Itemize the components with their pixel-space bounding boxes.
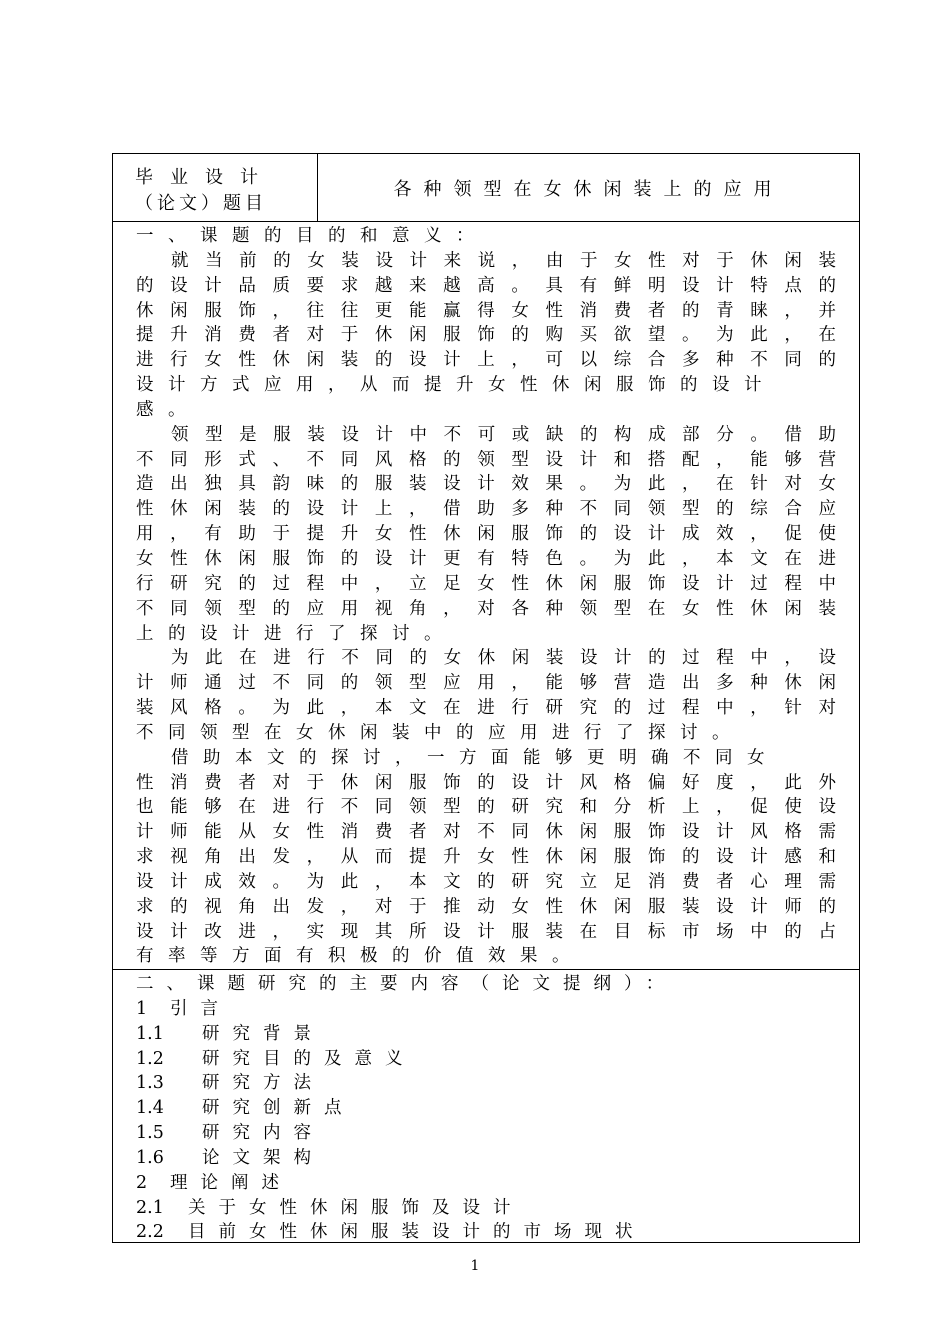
text-line: 设 计 改 进 ， 实 现 其 所 设 计 服 装 在 目 标 市 场 中 的 占 [136, 921, 836, 942]
text-line: 也 能 够 在 进 行 不 同 领 型 的 研 究 和 分 析 上 ， 促 使 设 [136, 797, 836, 818]
outline-item: 1.1 研究背景 [136, 1023, 324, 1044]
outline-item: 1.2 研究目的及意义 [136, 1048, 416, 1069]
text-line: 不 同 领 型 的 应 用 视 角 ， 对 各 种 领 型 在 女 性 休 闲 装 [136, 598, 836, 619]
text-line: 不 同 形 式 、 不 同 风 格 的 领 型 设 计 和 搭 配 ， 能 够 营 [136, 449, 836, 470]
text-line: 就 当 前 的 女 装 设 计 来 说 ， 由 于 女 性 对 于 休 闲 装 [171, 250, 836, 271]
text-line: 为 此 在 进 行 不 同 的 女 休 闲 装 设 计 的 过 程 中 ， 设 [171, 648, 836, 669]
text-line: 的 设 计 品 质 要 求 越 来 越 高 。 具 有 鲜 明 设 计 特 点 的 [136, 275, 836, 296]
title-row [113, 154, 859, 222]
title-label-line2: （论文）题目 [135, 193, 267, 214]
outline-item: 1.5 研究内容 [136, 1123, 324, 1144]
outline-item: 2.2 目前女性休闲服装设计的市场现状 [136, 1222, 646, 1243]
title-label-line1: 毕业设计 [135, 167, 275, 188]
text-line: 设 计 成 效 。 为 此 ， 本 文 的 研 究 立 足 消 费 者 心 理 需 [136, 871, 836, 892]
thesis-title: 各种领型在女休闲装上的应用 [393, 178, 784, 200]
outline-item: 2 理论阐述 [136, 1172, 292, 1193]
text-line: 有率等方面有积极的价值效果。 [136, 946, 584, 967]
text-line: 领 型 是 服 装 设 计 中 不 可 或 缺 的 构 成 部 分 。 借 助 [171, 424, 836, 445]
text-line: 女 性 休 闲 服 饰 的 设 计 更 有 特 色 。 为 此 ， 本 文 在 进 [136, 548, 836, 569]
section-outline [113, 970, 859, 1242]
outline-item: 2.1 关于女性休闲服饰及设计 [136, 1197, 524, 1218]
text-line: 不同领型在女休闲装中的应用进行了探讨。 [136, 722, 744, 743]
outline-item: 1.4 研究创新点 [136, 1098, 355, 1119]
text-line: 造 出 独 具 韵 味 的 服 装 设 计 效 果 。 为 此 ， 在 针 对 女 [136, 474, 836, 495]
section-purpose-body [136, 224, 836, 969]
title-label-cell [113, 154, 318, 221]
section-heading: 二、课题研究的主要内容（论文提纲）： [136, 974, 677, 994]
text-line: 装 风 格 。 为 此 ， 本 文 在 进 行 研 究 的 过 程 中 ， 针 对 [136, 698, 836, 719]
outline-item: 1 引言 [136, 998, 231, 1019]
text-line: 感。 [136, 399, 200, 420]
text-line: 行 研 究 的 过 程 中 ， 立 足 女 性 休 闲 服 饰 设 计 过 程 中 [136, 573, 836, 594]
text-line: 设计方式应用，从而提升女性休闲服饰的设计 [136, 375, 776, 396]
text-line: 休 闲 服 饰 ， 往 往 更 能 赢 得 女 性 消 费 者 的 青 睐 ， 并 [136, 300, 836, 321]
text-line: 计 师 能 从 女 性 消 费 者 对 不 同 休 闲 服 饰 设 计 风 格 需 [136, 822, 836, 843]
section-heading: 一、课题的目的和意义： [136, 226, 488, 246]
section-outline-body [136, 972, 836, 1245]
text-line: 用 ， 有 助 于 提 升 女 性 休 闲 服 饰 的 设 计 成 效 ， 促 使 [136, 524, 836, 545]
proposal-table [112, 153, 860, 1243]
text-line: 借助本文的探讨，一方面能够更明确不同女 [171, 747, 779, 768]
outline-item: 1.6 论文架构 [136, 1147, 324, 1168]
page-number: 1 [470, 1258, 480, 1274]
text-line: 求 的 视 角 出 发 ， 对 于 推 动 女 性 休 闲 服 装 设 计 师 的 [136, 896, 836, 917]
text-line: 上的设计进行了探讨。 [136, 623, 456, 644]
text-line: 进 行 女 性 休 闲 装 的 设 计 上 ， 可 以 综 合 多 种 不 同 的 [136, 350, 836, 371]
outline-item: 1.3 研究方法 [136, 1073, 324, 1094]
text-line: 计 师 通 过 不 同 的 领 型 应 用 ， 能 够 营 造 出 多 种 休 闲 [136, 673, 836, 694]
text-line: 性 休 闲 装 的 设 计 上 ， 借 助 多 种 不 同 领 型 的 综 合 应 [136, 499, 836, 520]
text-line: 求 视 角 出 发 ， 从 而 提 升 女 性 休 闲 服 饰 的 设 计 感 和 [136, 847, 836, 868]
text-line: 性 消 费 者 对 于 休 闲 服 饰 的 设 计 风 格 偏 好 度 ， 此 外 [136, 772, 836, 793]
text-line: 提 升 消 费 者 对 于 休 闲 服 饰 的 购 买 欲 望 。 为 此 ， 在 [136, 325, 836, 346]
section-purpose [113, 222, 859, 970]
